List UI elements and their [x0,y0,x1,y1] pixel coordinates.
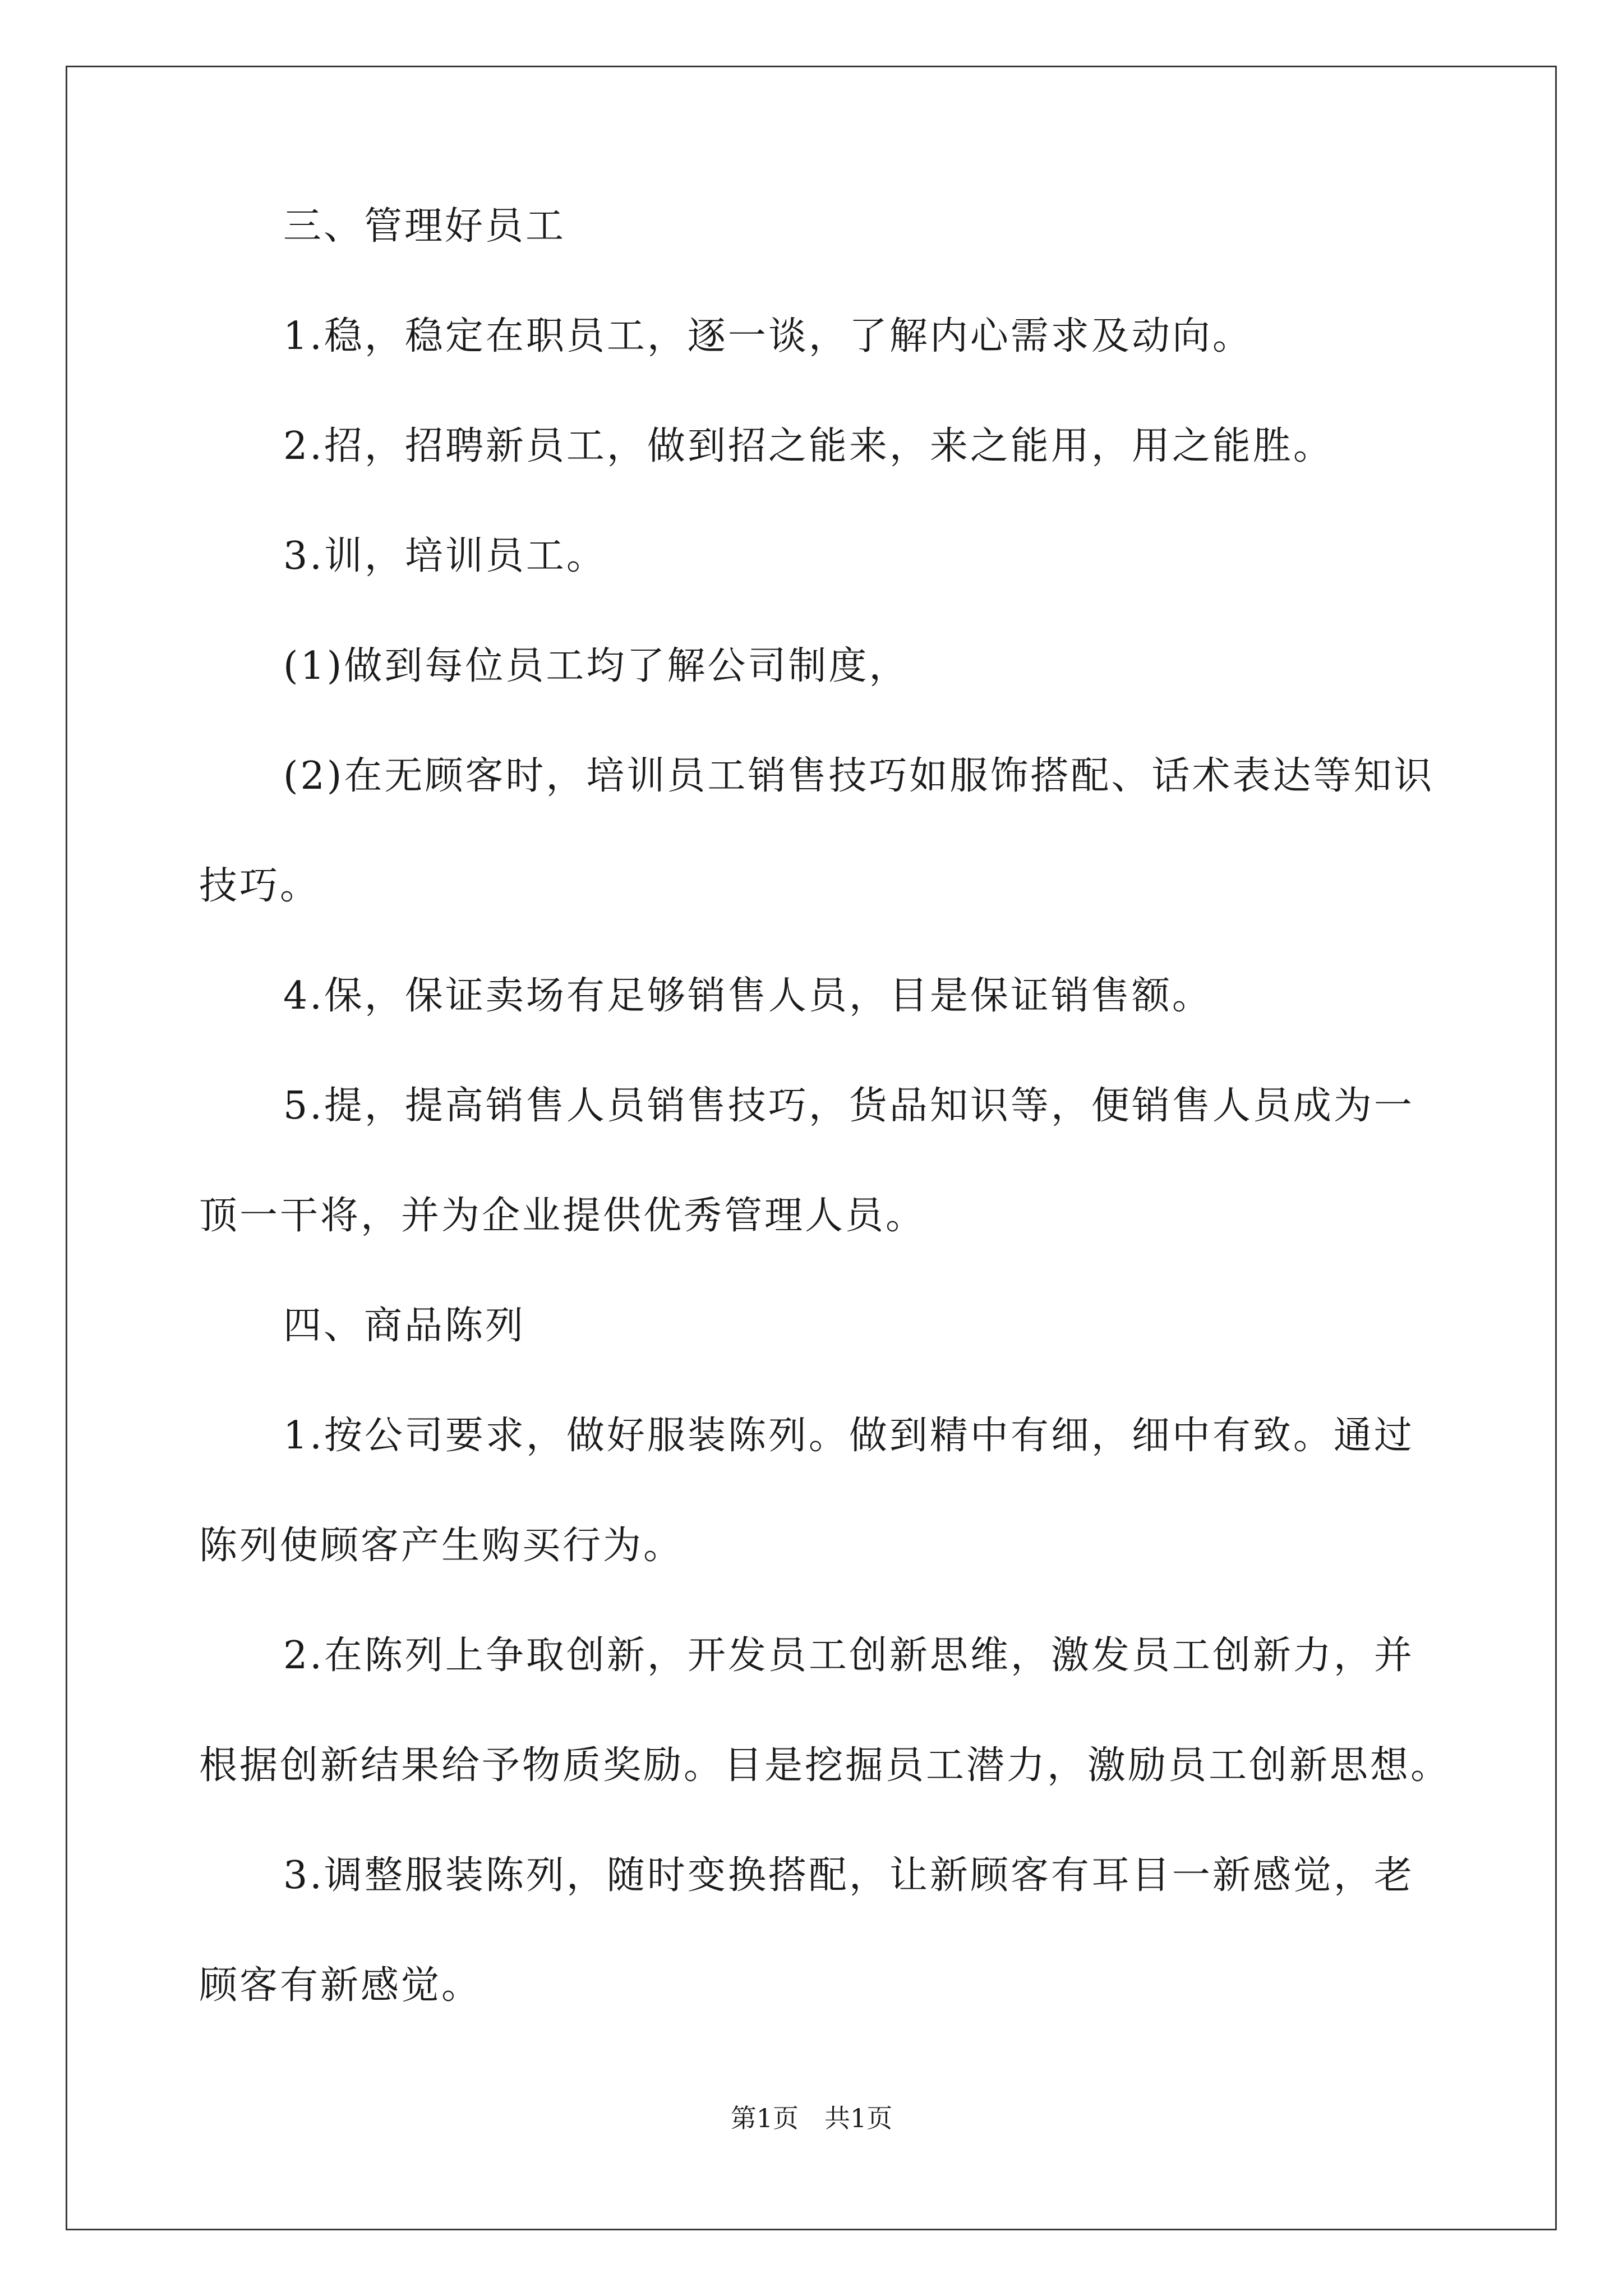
paragraph-line: 3.调整服装陈列，随时变换搭配，让新顾客有耳目一新感觉，老 [283,1853,1414,1898]
paragraph-line: 2.在陈列上争取创新，开发员工创新思维，激发员工创新力，并 [283,1634,1414,1678]
page-footer: 第1页 共1页 [730,2103,893,2133]
paragraph-line: 3.训，培训员工。 [283,534,607,578]
page-border [66,66,1557,2230]
paragraph-line: 根据创新结果给予物质奖励。目是挖掘员工潜力，激励员工创新思想。 [199,1743,1451,1788]
paragraph-line: 5.提，提高销售人员销售技巧，货品知识等，便销售人员成为一 [283,1084,1414,1128]
section-heading-manage-staff: 三、管理好员工 [283,204,566,249]
paragraph-line: 1.按公司要求，做好服装陈列。做到精中有细，细中有致。通过 [283,1414,1414,1458]
paragraph-line: 顶一干将，并为企业提供优秀管理人员。 [199,1194,926,1238]
paragraph-line: (2)在无顾客时，培训员工销售技巧如服饰搭配、话术表达等知识 [283,754,1435,798]
paragraph-line: 技巧。 [199,864,321,908]
paragraph-line: 1.稳，稳定在职员工，逐一谈，了解内心需求及动向。 [283,314,1253,358]
paragraph-line: 4.保，保证卖场有足够销售人员，目是保证销售额。 [283,974,1212,1018]
paragraph-line: (1)做到每位员工均了解公司制度， [283,644,910,688]
section-heading-display: 四、商品陈列 [283,1304,526,1348]
paragraph-line: 陈列使顾客产生购买行为。 [199,1524,684,1568]
paragraph-line: 2.招，招聘新员工，做到招之能来，来之能用，用之能胜。 [283,424,1334,468]
paragraph-line: 顾客有新感觉。 [199,1963,482,2008]
